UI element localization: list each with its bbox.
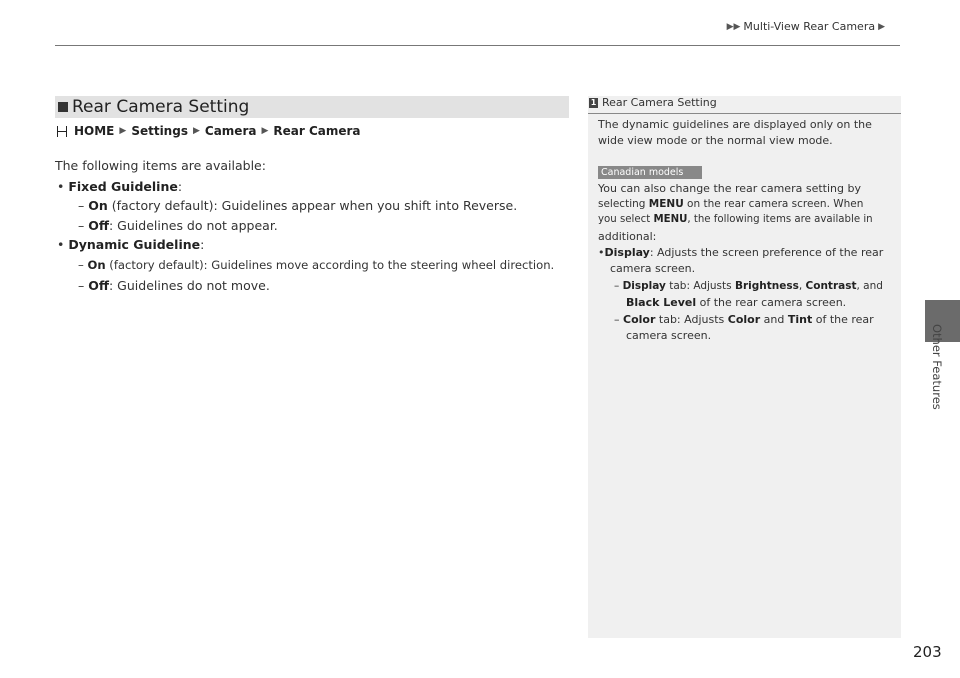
path-step-rear-camera: Rear Camera bbox=[273, 124, 361, 138]
panel-bullet-item: •Display: Adjusts the screen preference of the rear bbox=[598, 246, 884, 259]
option-text: (factory default): Guidelines move according to the steering wheel direction. bbox=[105, 258, 555, 272]
panel-title: Rear Camera Setting bbox=[602, 96, 717, 109]
bullet-icon: • bbox=[598, 246, 605, 259]
option-line bbox=[78, 218, 278, 233]
dash-icon: – bbox=[78, 278, 85, 293]
header-divider bbox=[55, 45, 900, 46]
option-text: (factory default): Guidelines appear when you shift into Reverse. bbox=[107, 198, 518, 213]
option-line bbox=[78, 198, 517, 213]
option-line bbox=[78, 258, 554, 272]
option-text: : Guidelines do not move. bbox=[109, 278, 270, 293]
panel-text: wide view mode or the normal view mode. bbox=[598, 134, 833, 147]
option-line bbox=[78, 278, 270, 293]
panel-text: You can also change the rear camera setting by bbox=[598, 182, 861, 195]
section-title: Rear Camera Setting bbox=[72, 97, 250, 117]
panel-text: Black Level of the rear camera screen. bbox=[626, 296, 847, 309]
panel-text: camera screen. bbox=[626, 329, 712, 342]
triangle-icon: ▶ bbox=[192, 126, 200, 136]
list-item: • Fixed Guideline: bbox=[57, 179, 183, 194]
panel-text: you select MENU, the following items are available in bbox=[598, 214, 873, 225]
option-value: On bbox=[88, 198, 108, 213]
dash-icon: – bbox=[78, 218, 85, 233]
panel-text: camera screen. bbox=[610, 262, 696, 275]
dash-icon: – bbox=[78, 198, 85, 213]
item-name: Fixed Guideline bbox=[68, 179, 178, 194]
path-step-camera: Camera bbox=[204, 124, 257, 138]
dash-icon: – bbox=[614, 313, 620, 326]
item-name: Dynamic Guideline bbox=[68, 237, 201, 252]
panel-divider bbox=[588, 113, 901, 114]
option-value: Off bbox=[88, 218, 109, 233]
triangle-icon: ▶▶ bbox=[726, 21, 741, 32]
path-step-home: HOME bbox=[74, 124, 115, 138]
bullet-icon: • bbox=[57, 179, 65, 194]
dash-icon: – bbox=[614, 280, 620, 292]
panel-heading bbox=[589, 96, 717, 109]
menu-path bbox=[57, 124, 361, 138]
option-text: : Guidelines do not appear. bbox=[109, 218, 278, 233]
panel-sub-item: – Display tab: Adjusts Brightness, Contrast, and bbox=[614, 280, 883, 292]
home-button-icon bbox=[57, 126, 67, 137]
header-breadcrumb bbox=[727, 20, 885, 33]
panel-text: selecting MENU on the rear camera screen. When bbox=[598, 198, 864, 210]
option-value: On bbox=[87, 258, 106, 272]
panel-text: The dynamic guidelines are displayed only on the bbox=[598, 118, 872, 131]
region-badge: Canadian models bbox=[598, 166, 702, 179]
dash-icon: – bbox=[78, 258, 84, 272]
path-step-settings: Settings bbox=[131, 124, 188, 138]
triangle-icon: ▶ bbox=[261, 126, 269, 136]
square-bullet-icon bbox=[58, 102, 68, 112]
chapter-label-text: Other Features bbox=[930, 324, 944, 410]
section-heading bbox=[55, 96, 569, 118]
list-item: • Dynamic Guideline: bbox=[57, 237, 205, 252]
page-number: 203 bbox=[913, 643, 942, 661]
panel-sub-item: – Color tab: Adjusts Color and Tint of the rear bbox=[614, 313, 874, 326]
panel-text: additional: bbox=[598, 230, 657, 243]
option-value: Off bbox=[88, 278, 109, 293]
header-breadcrumb-text: Multi-View Rear Camera bbox=[743, 20, 876, 33]
intro-text: The following items are available: bbox=[55, 158, 266, 173]
reference-number-icon: 1 bbox=[590, 97, 597, 107]
triangle-icon: ▶ bbox=[878, 21, 885, 32]
bullet-icon: • bbox=[57, 237, 65, 252]
chapter-label bbox=[924, 318, 954, 430]
triangle-icon: ▶ bbox=[119, 126, 127, 136]
